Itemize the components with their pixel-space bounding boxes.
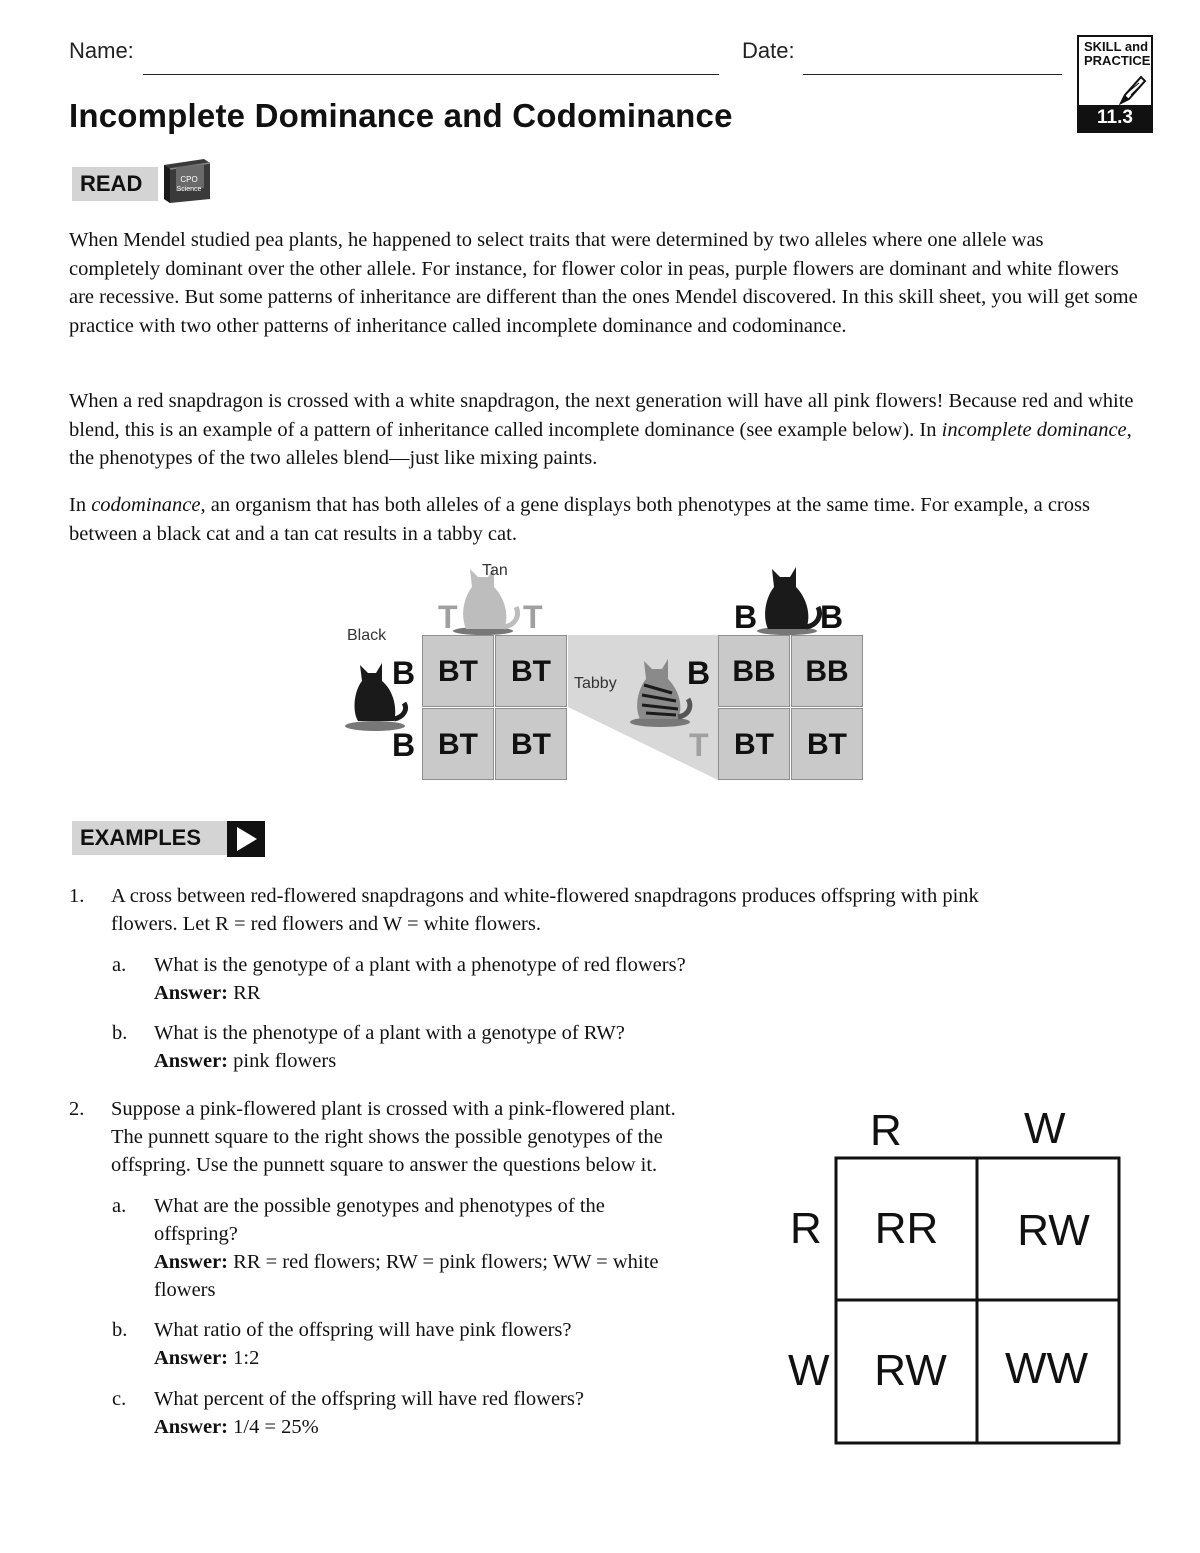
name-label: Name:	[69, 38, 134, 63]
left-cell-3: BT	[422, 708, 494, 780]
item-2a-question-line2: offspring?	[154, 1223, 238, 1245]
item-1a-answer: Answer: RR	[154, 982, 261, 1004]
item-2b-letter: b.	[112, 1319, 128, 1341]
skill-practice-badge	[1077, 35, 1153, 133]
item-1b-answer: Answer: pink flowers	[154, 1050, 337, 1072]
item-2a-answer-line2: flowers	[154, 1279, 216, 1301]
left-top-allele-1: T	[438, 599, 458, 635]
item-1-number: 1.	[69, 885, 85, 907]
black-cat-top-icon	[765, 567, 819, 629]
item-2c-answer: Answer: 1/4 = 25%	[154, 1416, 319, 1438]
item-2-text-line3: offspring. Use the punnett square to answer the questions below it.	[111, 1154, 658, 1176]
cat-cross-figure	[330, 555, 870, 785]
pencil-icon	[1117, 73, 1147, 107]
right-cell-1: BB	[718, 635, 790, 707]
book-icon	[158, 155, 216, 205]
item-2c-question: What percent of the offspring will have red flowers?	[154, 1388, 584, 1410]
punnett-side-allele-2: W	[788, 1346, 830, 1395]
page-title: Incomplete Dominance and Codominance	[69, 97, 733, 134]
punnett-cell-ww: WW	[1004, 1344, 1089, 1393]
date-field-line[interactable]	[803, 74, 1062, 75]
examples-section-label: EXAMPLES	[72, 821, 227, 855]
right-cell-4: BT	[791, 708, 863, 780]
punnett-top-allele-1: R	[870, 1106, 902, 1155]
item-2a-answer-line1: Answer: RR = red flowers; RW = pink flowers; WW = white	[154, 1251, 659, 1273]
item-1b-question: What is the phenotype of a plant with a genotype of RW?	[154, 1022, 625, 1044]
punnett-side-allele-1: R	[790, 1204, 822, 1253]
punnett-square	[780, 1100, 1130, 1450]
left-side-allele-1: B	[392, 655, 416, 691]
left-cell-4: BT	[495, 708, 567, 780]
right-top-allele-2: B	[820, 599, 844, 635]
left-cell-2: BT	[495, 635, 567, 707]
item-2-text-line1: Suppose a pink-flowered plant is crossed with a pink-flowered plant.	[111, 1098, 676, 1120]
right-side-allele-1: B	[687, 655, 711, 691]
punnett-cell-rr: RR	[874, 1204, 939, 1253]
item-2-number: 2.	[69, 1098, 85, 1120]
item-1a-letter: a.	[112, 954, 127, 976]
book-text-line2: Science	[176, 186, 202, 193]
punnett-cell-rw-top: RW	[1017, 1206, 1090, 1255]
tan-label: Tan	[482, 562, 508, 579]
badge-line2: PRACTICE	[1084, 53, 1151, 68]
right-cell-2: BB	[791, 635, 863, 707]
left-cell-1: BT	[422, 635, 494, 707]
item-2b-answer: Answer: 1:2	[154, 1347, 260, 1369]
badge-line1: SKILL and	[1084, 39, 1149, 54]
read-paragraph-1: When Mendel studied pea plants, he happened to select traits that were determined by two alleles where one allele was completely dominant over the other allele. For instance, for flower color in peas, purple flowers are dominant and white flowers are recessive. But some patterns of inheritance are different than the ones Mendel discovered. In this skill sheet, you will get some practice with two other patterns of inheritance called incomplete dominance and codominance.	[69, 229, 1138, 337]
item-2-text-line2: The punnett square to the right shows the possible genotypes of the	[111, 1126, 663, 1148]
item-2b-question: What ratio of the offspring will have pink flowers?	[154, 1319, 572, 1341]
punnett-grid	[780, 1100, 1130, 1450]
item-2a-question-line1: What are the possible genotypes and phenotypes of the	[154, 1195, 605, 1217]
item-2a-letter: a.	[112, 1195, 127, 1217]
book-text-line1: CPO	[180, 175, 198, 184]
read-section-label: READ	[72, 167, 158, 201]
play-arrow-icon	[227, 821, 265, 857]
punnett-top-allele-2: W	[1024, 1104, 1066, 1153]
read-paragraph-3: In codominance, an organism that has both alleles of a gene displays both phenotypes at the same time. For example, a cross between a black cat and a tan cat results in a tabby cat.	[69, 494, 1090, 545]
badge-number: 11.3	[1079, 105, 1151, 131]
date-label: Date:	[742, 38, 795, 63]
item-1a-question: What is the genotype of a plant with a phenotype of red flowers?	[154, 954, 686, 976]
item-2c-letter: c.	[112, 1388, 127, 1410]
right-side-allele-2: T	[689, 727, 709, 763]
punnett-cell-rw-bottom: RW	[874, 1346, 947, 1395]
item-1-text-line2: flowers. Let R = red flowers and W = white flowers.	[111, 913, 541, 935]
name-field-line[interactable]	[143, 74, 719, 75]
right-top-allele-1: B	[734, 599, 758, 635]
black-label: Black	[347, 627, 387, 644]
read-paragraph-2: When a red snapdragon is crossed with a white snapdragon, the next generation will have all pink flowers! Because red and white blend, this is an example of a pattern of inheritance called incomplete dominance (see example below). In incomplete dominance, the phenotypes of the two alleles blend—just like mixing paints.	[69, 390, 1134, 469]
left-top-allele-2: T	[523, 599, 543, 635]
right-cell-3: BT	[718, 708, 790, 780]
item-1b-letter: b.	[112, 1022, 128, 1044]
item-1-text-line1: A cross between red-flowered snapdragons and white-flowered snapdragons produces offspring with pink	[111, 885, 979, 907]
tabby-label: Tabby	[574, 675, 617, 692]
left-side-allele-2: B	[392, 727, 416, 763]
